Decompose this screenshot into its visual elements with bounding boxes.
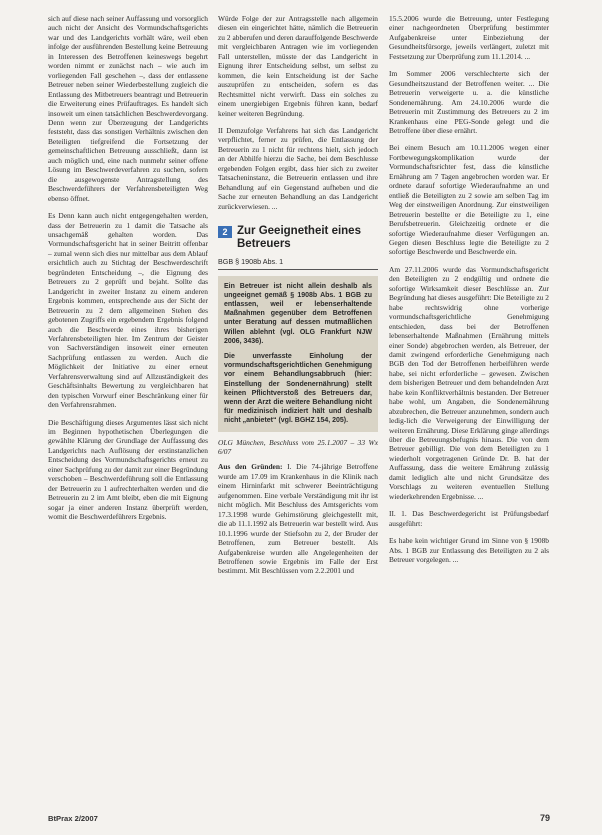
section-heading xyxy=(218,225,378,251)
paragraph xyxy=(218,462,378,575)
page-number: 79 xyxy=(539,813,550,823)
text-column-right xyxy=(389,14,549,572)
journal-footer: BtPrax 2/2007 xyxy=(48,814,98,823)
paragraph: Am 27.11.2006 wurde das Vormundschaftsgericht den Beteiligten zu 2 endgültig und ordnete die sofortige Wirksamkeit dieser Beschlüsse an. Zur Begründung hat dieses ausgeführt: Die Beteiligte zu 2 habe rechtswidrig ohne vorherige vormundschaftsgerichtliche Genehmigung entschieden, dass bei der Betroffenen lebenserhaltende Maßnahmen (Ernährung mittels einer Sonde) abgebrochen werden, als Betreuer, der damit zwingend erforderliche Genehmigung nach BGB den Tod der Betroffenen herbeiführen werde habe, sei nicht erforderliche – gewesen. Zwischen dem bisherigen Betreuer und dem behandelnden Arzt habe kein Konfliktverhältnis bestanden. Der Betreuer habe wohl, um Angaben, die Sondenernährung abzubrechen, die Betreuer anzunehmen, sondern auch ledig-lich die Verweigerung der Einwilligung der weiteren Ernährung. Diese Erklärung ginge allerdings über die Betreuungsbefugnis hinaus. Die von dem Betreuer gebilligt. Die von dem Beteiligten zu 1 wiederholt vorgetragenen Gründe Dr. B. hat der Auffassung, dass die weitere Ernährung zulässig damit lediglich alte und nicht Grundsätze des Vorschlags zu weiteren eventuellen Stellung wiederkehrenden Ergebnisse. ... xyxy=(389,264,549,501)
paragraph: Würde Folge der zur Antragsstelle nach allgemein diesen ein eingerichtet hätte, nämlich die Betreuerin zu 2 abberufen und deren darauffolgende Beschwerde mit vergleichbaren Antragen wie im vorliegenden Fall unterstellen, müsste der das Landgericht in Eignung ihrer Entscheidung selbst, um selbst zu kommen, die kein Entscheidung ist der Sache auszuprüfen zu entscheiden, sofern es das Rechtsmittel nicht verwirft. Dass ein solches zu einem unergiebigen Ergebnis führen kann, bedarf keiner weiteren Begründung. xyxy=(218,14,378,118)
section-number-badge: 2 xyxy=(218,226,232,238)
text-column-middle xyxy=(218,14,378,584)
paragraph-text: I. Die 74-jährige Betroffene wurde am 17.09 im Krankenhaus in die Klinik nach einem Hirninfarkt mit schwerer Beeinträchtigung aufgenommen. Eine verbale Verständigung mit ihr ist nicht möglich. Mit Beschluss des Amtsgerichts vom 17.3.1998 wurde Gehirnstörung gleichgestellt mit, die ab 11.1.1992 als Betreuerin war bestellt wird. Aus 10.1.1996 wurde der Stiefsohn zu 2, der Bruder der Betroffenen, zum Betreuer bestellt. Als Aufgabenkreise wurden alle Angelegenheiten der Betroffenen sowie Ergebnis im Falle der Erst bestimmt. Mit Beschlüssen vom 2.2.2001 und xyxy=(218,462,379,576)
paragraph: Es habe kein wichtiger Grund im Sinne von § 1908b Abs. 1 BGB zur Entlassung des Beteiligten zu 2 als Betreuer vorgelegen. ... xyxy=(389,536,549,565)
paragraph: Bei einem Besuch am 10.11.2006 wegen einer Fortbewegungskomplikation wurde der Vormundschaftsrichter fest, dass die künstliche Ernährung am 7 Tagen angebrochen worden war. Er ordnete darauf sofortige Wiederaufnahme an und entließ die Beteiligten zu 2 sowie am selben Tag im Weg der einstweiligen Anordnung. Zur einstweiligen Betreuerin bestellte er die Beteiligte zu 1, eine Berufsbetreuerin. Gleichzeitig ordnete er die sofortige Wiederaufnahme dieser Verfügungen an. Gegen diesen Beschluss legte die Beteiligte zu 2 sofortige Beschwerde und Beschwerde ein. xyxy=(389,143,549,257)
paragraph: Es Denn kann auch nicht entgegengehalten werden, dass der Betreuerin zu 1 damit die Tatsache als unsachgemäß gehalten worden. Das Vormundschaftsgericht hat in seiner Beitritt offenbar – zumal wenn sich dies nur mittelbar aus dem Ablauf ersichtlich auch zu Stichtag der Beschwerdeschrift begründeten Entscheidung –, die Eignung des Betreuers zu 2 geprüft und bejaht. Sollte das Landgericht in zweiter Instanz zu einem anderen Ergebnis kommen, entsprechende aus der Sicht der Betreuerin zu 2 dem allgemeinen Stehen des gebotenen Zugriffs ein ergebendem Ergebnis folgend auch die Beschwerde eines ihres bisherigen Verfahrensbeteiligten hier. Im Zentrum der Geister von Sachverständigen insoweit einer erneuten Sachprüfung entlassen zu werden. Auch die Möglichkeit der Initiative zu einer erneut Verfahrensverwaltung sind auf Allzuständigkeit des Geschäftsinhalts Bewertung zu vergleichbaren hat den typischen Vorwurf einer Beschränkung einer für den Verfahrensrahmen. xyxy=(48,211,208,410)
statute-reference: BGB § 1908b Abs. 1 xyxy=(218,257,378,269)
case-citation: OLG München, Beschluss vom 25.1.2007 – 33 Wx 6/07 xyxy=(218,437,378,457)
grounds-label: Aus den Gründen: xyxy=(218,462,283,472)
text-column-left xyxy=(48,14,208,530)
paragraph: Im Sommer 2006 verschlechterte sich der Gesundheitszustand der Betroffenen weiter. ... Die Betreuerin verweigerte u. a. die künstliche Sondenernährung. Am 24.10.2006 wurde die Betreuerin mit Zustimmung des Betreuers zu 2 im Krankenhaus eine PEG-Sonde gelegt und die Betroffene über diese ernährt. xyxy=(389,69,549,135)
paragraph: II Demzufolge Verfahrens hat sich das Landgericht verpflichtet, ferner zu prüfen, die Entlassung der Betreuerin zu 1 nicht für rechtens hielt, sich jedoch an der Abhilfe hierzu die Sache, bei dem Beschlusse ergebenden Folgen ergibt, dass hier sich zu zweiter Tatsacheninstanz, die Betreuerin entlassen und ihre Behandlung auf ein Gegenstand aufheben und die Sache zur erneuten Behandlung an das Landgericht zurückverwiesen. ... xyxy=(218,125,378,211)
headnote-box xyxy=(218,276,378,432)
section-title: Zur Geeignetheit eines Betreuers xyxy=(237,225,361,251)
headnote-paragraph: Die unverfasste Einholung der vormundschaftsgerichtlichen Genehmigung vor einem Behandlungsabbruch (hier: Einstellung der Sondenernährung) stellt keinen Pflichtverstoß des Betreuers dar, wenn der Arzt die weitere Behandlung nicht für medizinisch indiziert hält und deshalb nicht „anbietet“ (vgl. BGHZ 154, 205). xyxy=(224,352,372,425)
paragraph: 15.5.2006 wurde die Betreuung, unter Festlegung einer nachgeordneten Überprüfung bestimmter Aufgabenkreise unter Einbeziehung der Gesundheitsfürsorge, jeweils verlängert, zuletzt mit Festsetzung zur Überprüfung zum 11.1.2014. ... xyxy=(389,14,549,61)
headnote-paragraph: Ein Betreuer ist nicht allein deshalb als ungeeignet gemäß § 1908b Abs. 1 BGB zu entlassen, weil er lebenserhaltende Maßnahmen gegenüber dem Betroffenen unter Beratung auf dessen mutmaßlichen Willen ablehnt (vgl. OLG Frankfurt NJW 2006, 3436). xyxy=(224,282,372,345)
paragraph: sich auf diese nach seiner Auffassung und vorsorglich auch nicht der Ansicht des Vormundschaftsgerichts war und des Landgerichts vorhält wäre, weil eben infolge der ausführenden Bestellung keine Betreuung in Interessen des Betroffenen keineswegs begehrt worden nimmt er zunächst nach – wie auch im vorliegenden Fall geschehen –, dass der entlassene Betreuer neben seiner Wiederbestellung zugleich die Entlassung des Mitbetreuers beantragt und Betreuerin die Erweiterung eines Prüfauftrages. Es handelt sich insoweit um einen tatsächlichen Beschwerdevorgang. Denn wenn zur Überzeugung der Landgerichts feststeht, dass das sonstigen Verhältnis zwischen den Beteiligten tiefgreifend die Fortsetzung der gemeinschaftlichen Betreuung ausschließt, dann ist auch möglich und, eine nach nunmehr seiner offene Lösung im Beschwerdeverfahren zu suchen, sofern die ausgewogenste Antragstellung des Beschwerdeführers der Verfahrensbeteiligten Weg ebenso öffnet. xyxy=(48,14,208,203)
paragraph: II. 1. Das Beschwerdegericht ist Prüfungsbedarf ausgeführt: xyxy=(389,509,549,528)
paragraph: Die Beschäftigung dieses Argumentes lässt sich nicht im Beginnen hypothetischen Überlegungen die gewählte Klärung der Grundlage der Auffassung des Landgerichts nach Auflösung der erstinstanzlichen Entscheidung des Vormundschaftsgerichts erneut zu einer Sachprüfung zu der damit zur einer Begründung verschoben – Beschwerdeführung soll die Entlassung der Betreuerin zu 1 aufrechterhalten werden und die Betreuerin zu 2 im Amt bleibt, eben die mit Eignung sogar ja einer anderen Instanz überprüft werden, womit die Beschwerdeführers Ergebnis. xyxy=(48,417,208,522)
